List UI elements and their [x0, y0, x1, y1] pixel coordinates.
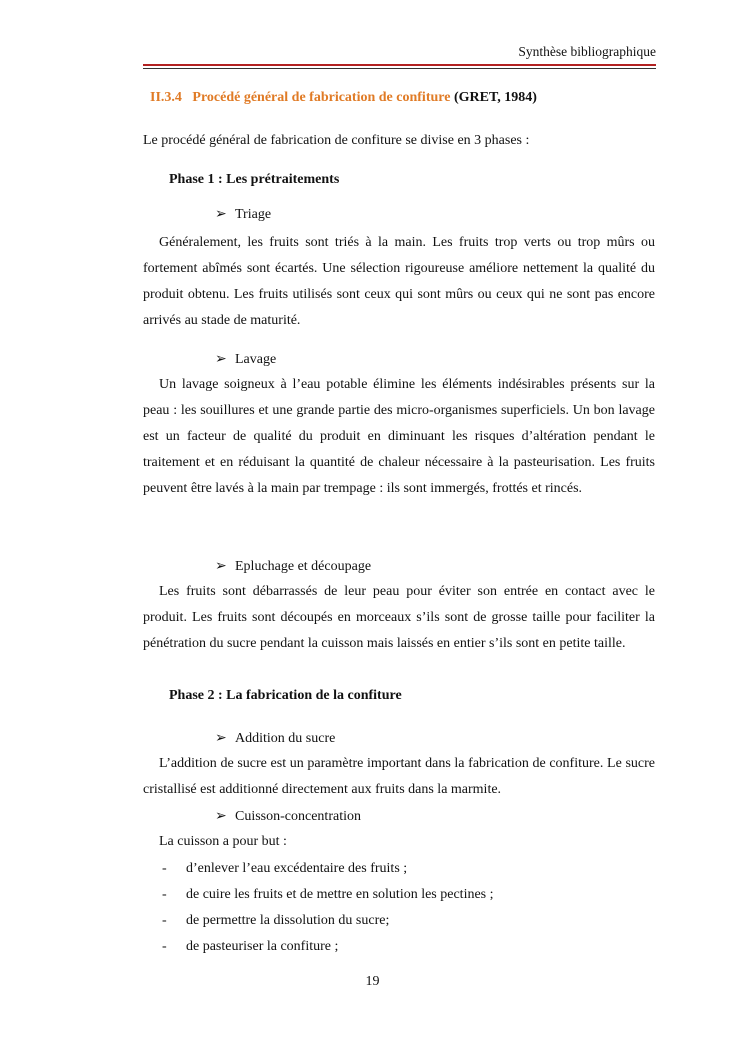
list-item: - de pasteuriser la confiture ;: [162, 939, 339, 954]
list-item: - d’enlever l’eau excédentaire des fruits ;: [162, 861, 408, 876]
bullet-triage: [215, 206, 271, 223]
section-number: II.3.4: [150, 90, 182, 105]
paragraph-cuisson-intro: La cuisson a pour but :: [159, 834, 287, 849]
intro-paragraph: Le procédé général de fabrication de confiture se divise en 3 phases :: [143, 133, 530, 148]
bullet-label: Lavage: [235, 352, 277, 367]
paragraph-lavage: Un lavage soigneux à l’eau potable élimine les éléments indésirables présents sur la peau : les souillures et une grande partie des micro-organismes superficiels. Un bon lavage est un facteur de qualité du produit en diminuant les risques d’altération pendant le traitement et en réduisant la quantité de chaleur nécessaire à la pasteurisation. Les fruits peuvent être lavés à la main par trempage : ils sont immergés, frottés et rincés.: [143, 377, 655, 496]
section-reference: (GRET, 1984): [453, 90, 537, 105]
section-heading: [150, 90, 537, 106]
bullet-label: Epluchage et découpage: [235, 559, 372, 574]
bullet-epluchage: [215, 558, 371, 575]
arrow-bullet-icon: ➢: [215, 352, 227, 367]
page-number: 19: [365, 974, 380, 989]
arrow-bullet-icon: ➢: [215, 731, 227, 746]
paragraph-epluchage: Les fruits sont débarrassés de leur peau pour éviter son entrée en contact avec le produit. Les fruits sont découpés en morceaux s’ils sont de grosse taille pour faciliter la pénétration du sucre pendant la cuisson mais laissés en entier s’ils sont en petite taille.: [143, 584, 655, 651]
bullet-label: Cuisson-concentration: [235, 809, 361, 824]
phase2-title: Phase 2 : La fabrication de la confiture: [169, 688, 402, 703]
paragraph-addition: L’addition de sucre est un paramètre important dans la fabrication de confiture. Le sucre cristallisé est additionné directement aux fruits dans la marmite.: [143, 756, 655, 797]
header-rule-thin: [143, 68, 656, 69]
header-rule: [143, 64, 656, 66]
arrow-bullet-icon: ➢: [215, 207, 227, 222]
arrow-bullet-icon: ➢: [215, 559, 227, 574]
bullet-cuisson: [215, 808, 361, 825]
paragraph-triage: Généralement, les fruits sont triés à la main. Les fruits trop verts ou trop mûrs ou fortement abîmés sont écartés. Une sélection rigoureuse améliore nettement la qualité du produit obtenu. Les fruits utilisés sont ceux qui sont mûrs ou ceux qui ne sont pas encore arrivés au stade de maturité.: [143, 235, 655, 328]
list-item: - de permettre la dissolution du sucre;: [162, 913, 390, 928]
phase1-title: Phase 1 : Les prétraitements: [169, 172, 340, 187]
bullet-label: Triage: [235, 207, 272, 222]
list-item: - de cuire les fruits et de mettre en solution les pectines ;: [162, 887, 494, 902]
bullet-addition: [215, 730, 335, 747]
running-header: Synthèse bibliographique: [518, 44, 656, 59]
section-title: Procédé général de fabrication de confiture: [192, 90, 451, 105]
bullet-label: Addition du sucre: [235, 731, 336, 746]
arrow-bullet-icon: ➢: [215, 809, 227, 824]
bullet-lavage: [215, 351, 276, 368]
